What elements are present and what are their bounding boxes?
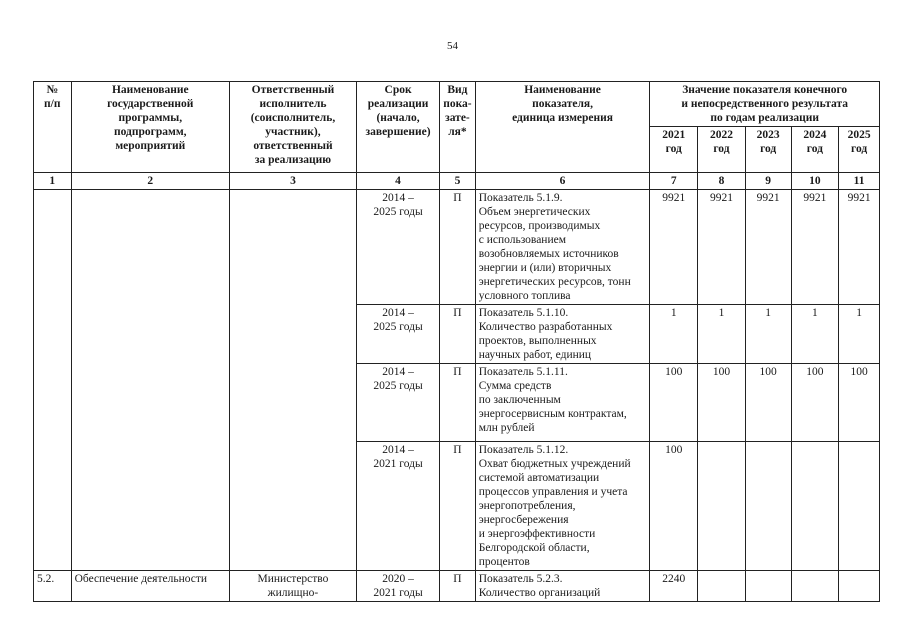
- cell-term: 2014 – 2025 годы: [356, 190, 439, 305]
- cell-indicator: Показатель 5.1.11. Сумма средств по заключенным энергосервисным контрактам, млн рублей: [475, 364, 650, 442]
- cell-empty: [34, 190, 72, 571]
- cell-value: [839, 442, 880, 571]
- cell-term: 2014 – 2021 годы: [356, 442, 439, 571]
- header-num: № п/п: [34, 82, 72, 173]
- page-number: 54: [447, 40, 458, 52]
- col-number: 8: [698, 173, 746, 190]
- cell-value: 1: [745, 305, 791, 364]
- table-row: [34, 571, 880, 602]
- cell-value: 100: [650, 364, 698, 442]
- col-number: 1: [34, 173, 72, 190]
- table-row: [34, 190, 880, 305]
- cell-type: П: [440, 305, 476, 364]
- cell-type: П: [440, 190, 476, 305]
- cell-value: 1: [698, 305, 746, 364]
- header-type: Вид пока- зате- ля*: [440, 82, 476, 173]
- cell-value: 9921: [698, 190, 746, 305]
- cell-indicator: Показатель 5.2.3. Количество организаций: [475, 571, 650, 602]
- cell-type: П: [440, 364, 476, 442]
- cell-value: 100: [839, 364, 880, 442]
- cell-value: 2240: [650, 571, 698, 602]
- indicator-table: [33, 81, 880, 602]
- cell-num: 5.2.: [34, 571, 72, 602]
- cell-value: 9921: [650, 190, 698, 305]
- header-term: Срок реализации (начало, завершение): [356, 82, 439, 173]
- col-number: 11: [839, 173, 880, 190]
- cell-term: 2020 – 2021 годы: [356, 571, 439, 602]
- header-year-2022: 2022 год: [698, 127, 746, 173]
- cell-empty: [229, 190, 356, 571]
- cell-type: П: [440, 442, 476, 571]
- cell-type: П: [440, 571, 476, 602]
- cell-value: 9921: [839, 190, 880, 305]
- cell-program-name: Обеспечение деятельности: [71, 571, 229, 602]
- cell-value: [791, 442, 839, 571]
- cell-value: 9921: [791, 190, 839, 305]
- cell-value: 1: [839, 305, 880, 364]
- col-number: 10: [791, 173, 839, 190]
- cell-indicator: Показатель 5.1.10. Количество разработанных проектов, выполненных научных работ, единиц: [475, 305, 650, 364]
- cell-value: [745, 442, 791, 571]
- header-indicator: Наименование показателя, единица измерения: [475, 82, 650, 173]
- col-number: 5: [440, 173, 476, 190]
- col-number: 6: [475, 173, 650, 190]
- cell-indicator: Показатель 5.1.9. Объем энергетических ресурсов, производимых с использованием возобновляемых источников энергии и (или) вторичных энергетических ресурсов, тонн условного топлива: [475, 190, 650, 305]
- header-values-group: Значение показателя конечного и непосредственного результата по годам реализации: [650, 82, 880, 127]
- cell-value: 100: [745, 364, 791, 442]
- cell-indicator: Показатель 5.1.12. Охват бюджетных учреждений системой автоматизации процессов управления и учета энергопотребления, энергосбережения и энергоэффективности Белгородской области, процентов: [475, 442, 650, 571]
- cell-executor: Министерство жилищно-: [229, 571, 356, 602]
- col-number: 7: [650, 173, 698, 190]
- cell-value: 100: [791, 364, 839, 442]
- col-number: 2: [71, 173, 229, 190]
- cell-value: 1: [650, 305, 698, 364]
- cell-value: [698, 571, 746, 602]
- header-year-2024: 2024 год: [791, 127, 839, 173]
- header-program: Наименование государственной программы, подпрограмм, мероприятий: [71, 82, 229, 173]
- col-number: 3: [229, 173, 356, 190]
- cell-value: 9921: [745, 190, 791, 305]
- cell-empty: [71, 190, 229, 571]
- cell-term: 2014 – 2025 годы: [356, 305, 439, 364]
- header-executor: Ответственный исполнитель (соисполнитель, участник), ответственный за реализацию: [229, 82, 356, 173]
- cell-value: 100: [698, 364, 746, 442]
- cell-value: [745, 571, 791, 602]
- header-year-2021: 2021 год: [650, 127, 698, 173]
- header-year-2025: 2025 год: [839, 127, 880, 173]
- cell-value: 100: [650, 442, 698, 571]
- col-number: 9: [745, 173, 791, 190]
- col-number: 4: [356, 173, 439, 190]
- cell-value: 1: [791, 305, 839, 364]
- header-year-2023: 2023 год: [745, 127, 791, 173]
- cell-value: [791, 571, 839, 602]
- cell-value: [698, 442, 746, 571]
- cell-term: 2014 – 2025 годы: [356, 364, 439, 442]
- cell-value: [839, 571, 880, 602]
